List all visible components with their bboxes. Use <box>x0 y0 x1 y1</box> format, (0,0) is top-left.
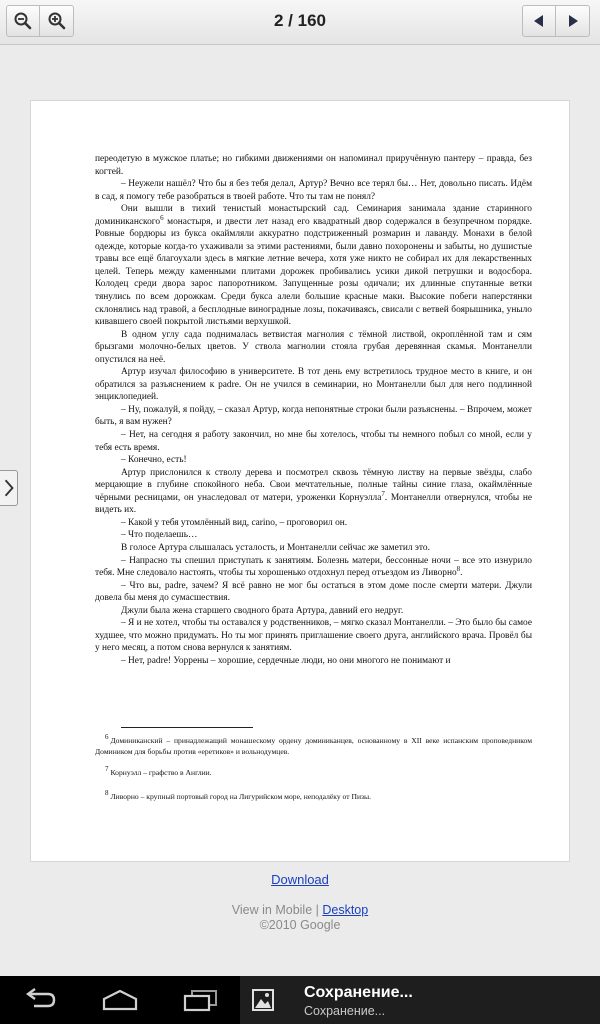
paragraph: – Какой у тебя утомлённый вид, carino, – проговорил он. <box>121 517 348 528</box>
home-icon <box>100 988 140 1012</box>
recent-apps-button[interactable] <box>172 982 228 1018</box>
back-icon <box>20 988 60 1012</box>
document-page <box>30 100 570 862</box>
footnote-reference[interactable]: 8 <box>456 564 461 573</box>
footnote-number: 7 <box>105 765 109 774</box>
paragraph: – Нет, padre! Уоррены – хорошие, сердечные люди, но они многого не понимают и <box>121 655 451 666</box>
zoom-in-button[interactable] <box>40 5 74 37</box>
footnote-number: 8 <box>105 789 109 798</box>
paragraph: – Нет, на сегодня я работу закончил, но мне бы хотелось, чтобы ты немного побыл со мной, если у тебя есть время. <box>95 430 532 453</box>
footnote-8 <box>95 791 532 802</box>
page-body-text <box>95 153 532 667</box>
paragraph-text: монастыря, и двести лет назад его квадратный двор содержался в безупречном порядке. Ровные бордюры из букса окаймляли аккуратно подстриженный розмарин и лаванду. Монахи в белой одежде, которые когда-то ухаживали за этими растениями, были давно похоронены и забыты, но душистые травы все ещё благоухали здесь в мягкие летние вечера, хотя уже никто не собирал их для лекарственных целей. Теперь между каменными плитами дорожек пробивались усики дикой петрушки и водосбора. Колодец среди двора зарос папоротником. Запущенные розы одичали; их длинные спутанные ветки тянулись по всем дорожкам. Среди букса алели большие красные маки. Высокие побеги наперстянки склонялись над травой, а бесплодные виноградные лозы, покачиваясь, свисали с ветвей боярышника, уныло кивавшего своей покрытой листьями верхушкой. <box>95 216 532 328</box>
paragraph: Артур изучал философию в университете. В тот день ему встретилось трудное место в книге, и он обратился за разъяснением к padre. Он не учился в семинарии, но Монтанелли был для него подлинной энциклопедией. <box>95 367 532 403</box>
paragraph: – Неужели нашёл? Что бы я без тебя делал, Артур? Вечно все терял бы… Нет, довольно писать. Идём в сад, я помогу тебе разобраться в твоей работе. Что ты там не понял? <box>95 179 532 202</box>
paragraph: – Что поделаешь… <box>121 530 198 541</box>
back-button[interactable] <box>12 982 68 1018</box>
zoom-in-icon <box>47 11 67 31</box>
desktop-link[interactable]: Desktop <box>322 903 369 917</box>
footnote-separator <box>121 727 253 728</box>
side-panel-toggle[interactable] <box>0 470 18 506</box>
copyright: ©2010 Google <box>259 918 341 932</box>
triangle-left-icon <box>529 11 549 31</box>
footnote-text: Корнуэлл – графство в Англии. <box>110 768 212 777</box>
footnote-reference[interactable]: 7 <box>381 489 385 498</box>
viewer-toolbar <box>0 0 600 45</box>
paragraph: переодетую в мужское платье; но гибкими движениями он напоминал приручённую пантеру – правда, без когтей. <box>95 154 532 177</box>
home-button[interactable] <box>92 982 148 1018</box>
download-link[interactable]: Download <box>271 872 329 887</box>
footnote-text: Ливорно – крупный портовый город на Лигурийском море, неподалёку от Пизы. <box>110 792 372 801</box>
previous-page-button[interactable] <box>522 5 556 37</box>
system-navigation-bar <box>0 976 600 1024</box>
paragraph <box>95 555 532 580</box>
download-notification[interactable] <box>240 976 600 1024</box>
footnote-reference[interactable]: 6 <box>160 213 164 222</box>
paragraph: В одном углу сада поднималась ветвистая магнолия с тёмной листвой, окроплённой там и сям брызгами молочно-белых цветов. У ствола магнолии стояла грубая деревянная скамья. Монтанелли опустился на неё. <box>95 329 532 365</box>
paragraph-text: Артур прислонился к стволу дерева и посмотрел сквозь тёмную листву на первые звёзды, слабо мерцающие в глубине спокойного неба. Свои мечтательные, полные тайны синие глаза, окаймлённые чёрными ресницами, он унаследовал от матери, уроженки Корнуэлла <box>95 467 532 503</box>
chevron-right-icon <box>3 477 15 499</box>
paragraph: Джули была жена старшего сводного брата Артура, давний его недруг. <box>121 605 404 616</box>
footnote-6 <box>95 735 532 757</box>
page-counter: 2 / 160 <box>274 11 326 30</box>
next-page-button[interactable] <box>556 5 590 37</box>
notification-title: Сохранение... <box>304 984 413 1001</box>
footnote-number: 6 <box>105 733 109 742</box>
footnote-7 <box>95 767 532 778</box>
paragraph: – Ну, пожалуй, я пойду, – сказал Артур, когда непонятные строки были разъяснены. – Впрочем, может быть, я вам нужен? <box>95 404 532 428</box>
paragraph: – Что вы, padre, зачем? Я всё равно не мог бы остаться в этом доме после смерти матери. Джули довела бы меня до сумасшествия. <box>95 580 532 604</box>
view-mode-switch <box>0 903 600 917</box>
footnote-text: Доминиканский – принадлежащий монашескому ордену доминиканцев, основанному в XII веке испанским проповедником Домиником для борьбы против «еретиков» и вольнодумцев. <box>95 736 532 756</box>
paragraph: – Я и не хотел, чтобы ты оставался у родственников, – мягко сказал Монтанелли. – Это было бы самое худшее, что можно придумать. Но ты мог принять приглашение своего друга, английского врача. Провёл бы у него месяц, а потом снова вернулся к занятиям. <box>95 618 532 654</box>
view-in-mobile-label: View in Mobile | <box>231 903 323 917</box>
paragraph-text: . <box>460 568 463 579</box>
paragraph <box>95 203 532 328</box>
paragraph-text: Они вышли в тихий тенистый монастырский сад. Семинария занимала здание старинного доминиканского <box>95 204 532 227</box>
paragraph-text: . Монтанелли отвернулся, чтобы не видеть их. <box>95 492 532 516</box>
triangle-right-icon <box>563 11 583 31</box>
recent-apps-icon <box>180 988 220 1012</box>
paragraph <box>95 467 532 517</box>
notification-subtitle: Сохранение... <box>304 1004 386 1018</box>
image-icon <box>252 989 274 1011</box>
paragraph: – Конечно, есть! <box>121 455 187 466</box>
zoom-out-button[interactable] <box>6 5 40 37</box>
paragraph: В голосе Артура слышалась усталость, и Монтанелли сейчас же заметил это. <box>121 542 430 553</box>
zoom-out-icon <box>13 11 33 31</box>
download-area <box>0 872 600 887</box>
paragraph-text: – Напрасно ты спешил приступать к занятиям. Болезнь матери, бессонные ночи – все это изнурило тебя. Мне следовало настоять, чтобы ты хорошенько отдохнул перед отъездом из Ливорно <box>95 555 532 579</box>
